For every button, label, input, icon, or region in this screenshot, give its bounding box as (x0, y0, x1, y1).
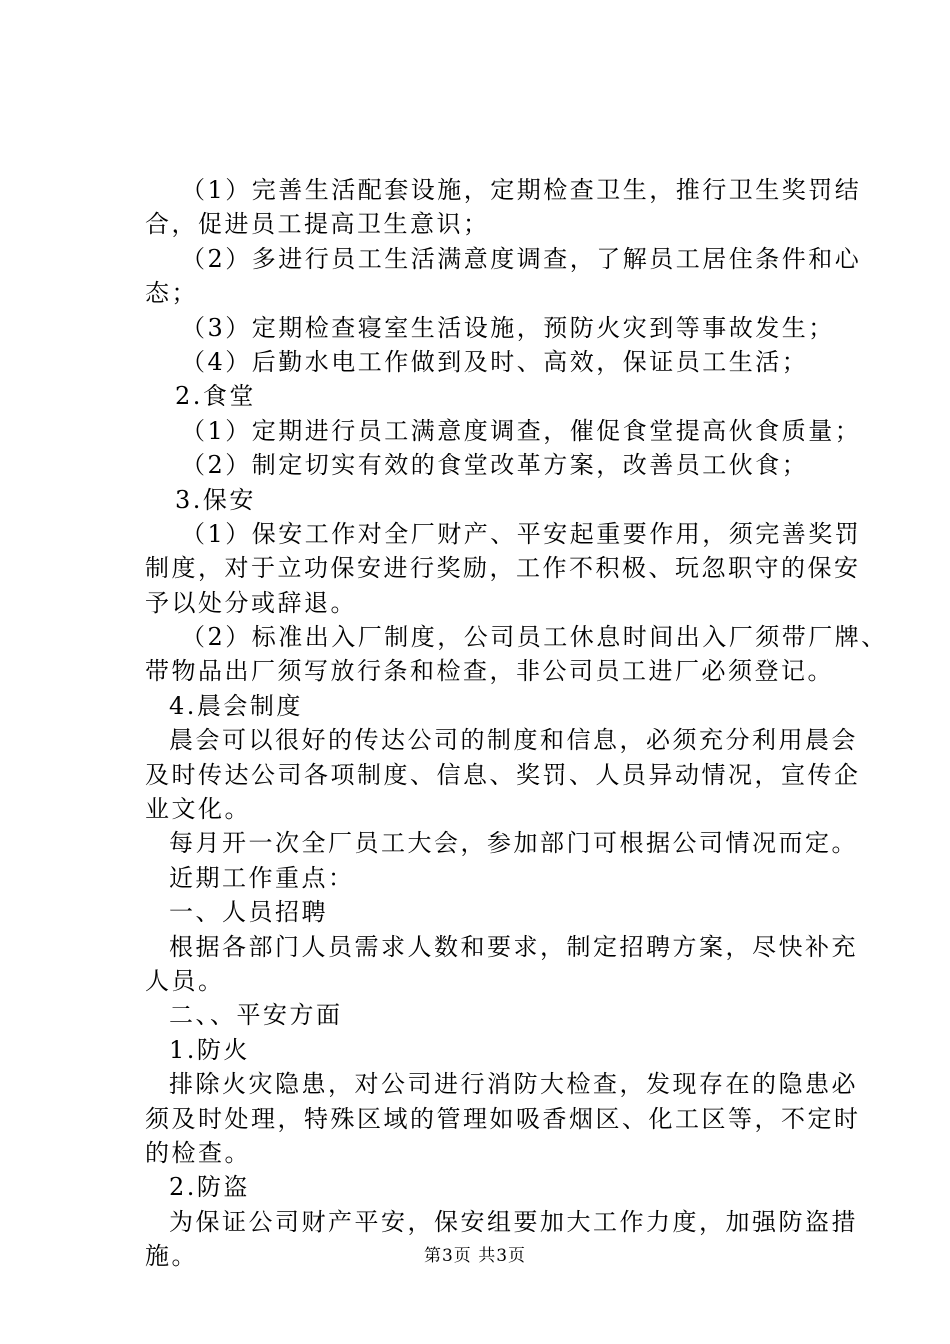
section-heading: 二、、平安方面 (169, 1001, 343, 1030)
text-line: 每月开一次全厂员工大会，参加部门可根据公司情况而定。 (169, 829, 858, 858)
text-line: （2）多进行员工生活满意度调查，了解员工居住条件和心 (181, 244, 862, 273)
section-heading: 3.保安 (175, 485, 256, 514)
text-line: 根据各部门人员需求人数和要求，制定招聘方案，尽快补充 (169, 932, 858, 961)
text-line: 的检查。 (145, 1138, 251, 1167)
text-line: 须及时处理，特殊区域的管理如吸香烟区、化工区等，不定时 (145, 1104, 861, 1133)
text-line: 为保证公司财产平安，保安组要加大工作力度，加强防盗措 (169, 1207, 858, 1236)
text-line: 制度，对于立功保安进行奖励，工作不积极、玩忽职守的保安 (145, 554, 861, 583)
text-line: 予以处分或辞退。 (145, 588, 357, 617)
text-line: 及时传达公司各项制度、信息、奖罚、人员异动情况，宣传企 (145, 760, 861, 789)
text-line: （2）制定切实有效的食堂改革方案，改善员工伙食； (181, 451, 809, 480)
page-footer: 第3页 共3页 (423, 1246, 527, 1266)
section-heading: 一、人员招聘 (169, 898, 328, 927)
text-line: 施。 (145, 1242, 198, 1271)
text-line: 带物品出厂须写放行条和检查，非公司员工进厂必须登记。 (145, 657, 834, 686)
text-line: 排除火灾隐患，对公司进行消防大检查，发现存在的隐患必 (169, 1070, 858, 1099)
text-line: （1）定期进行员工满意度调查，催促食堂提高伙食质量； (181, 416, 862, 445)
text-line: （3）定期检查寝室生活设施，预防火灾到等事故发生； (181, 313, 835, 342)
text-line: 合，促进员工提高卫生意识； (145, 210, 490, 239)
text-line: 晨会可以很好的传达公司的制度和信息，必须充分利用晨会 (169, 726, 858, 755)
text-line: （1）完善生活配套设施，定期检查卫生，推行卫生奖罚结 (181, 176, 862, 204)
text-line: 态； (145, 279, 198, 308)
text-line: 人员。 (145, 966, 225, 995)
section-heading: 近期工作重点： (169, 863, 355, 892)
section-heading: 1.防火 (169, 1035, 250, 1064)
text-line: （4）后勤水电工作做到及时、高效，保证员工生活； (181, 347, 809, 376)
text-line: （2）标准出入厂制度，公司员工休息时间出入厂须带厂牌、 (181, 623, 888, 652)
text-line: 业文化。 (145, 795, 251, 824)
body-text (145, 173, 888, 1274)
section-heading: 4.晨会制度 (169, 691, 303, 720)
text-line: （1）保安工作对全厂财产、平安起重要作用，须完善奖罚 (181, 519, 862, 548)
section-heading: 2.食堂 (175, 382, 256, 411)
section-heading: 2.防盗 (169, 1173, 250, 1202)
